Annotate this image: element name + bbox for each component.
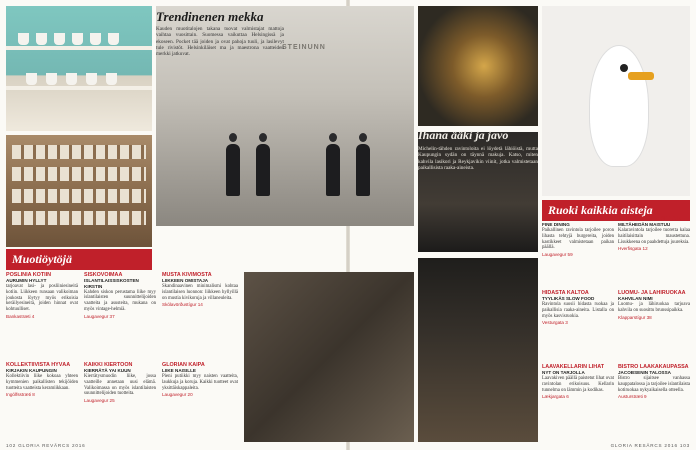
section-header-ruoki: Ruoki kaikkia aisteja xyxy=(542,200,690,221)
shop-entry xyxy=(162,362,238,442)
feature-title-ihana: Ihana ääki ja javo xyxy=(418,128,509,142)
photo-cup xyxy=(66,73,77,85)
entry-subheading: TYYLIKÄS SLOW FOOD xyxy=(542,296,595,302)
photo-cup xyxy=(72,33,83,45)
entry-heading: KALAA HAITILAISITTAIN xyxy=(618,216,682,222)
entry-text: Kahden siskon perustama liike myy islantilaisten suunnittelijoiden vaatteita ja asusteita, mukana on myös vintage-helmiä. xyxy=(84,289,156,312)
photo-shelf xyxy=(6,86,152,90)
entry-address: Austurstræti 9 xyxy=(618,394,647,400)
entry-address: Laugavegur 25 xyxy=(84,398,115,404)
entry-text: Pieni putiikki myy naisten vaatteita, laukkuja ja koruja. Kaikki tuotteet ovat yksittäiskappaleita. xyxy=(162,374,238,391)
entry-subheading: LIIKE NAISILLE xyxy=(162,368,196,374)
photo-mannequin-head xyxy=(329,133,337,142)
entry-text: Luomu- ja lähiruokaa tarjoava kahvila on suosittu brunssipaikka. xyxy=(618,302,690,313)
photo-shelf xyxy=(6,46,152,50)
photo-chalkboard-menu xyxy=(418,258,538,442)
photo-fabric-shelves xyxy=(6,135,152,247)
entry-text: Kalaravintola tarjoilee tuoretta kalaa haitilaisittain maustettuna. Lisukkeena on paahdettuja juureksia. xyxy=(618,228,690,245)
photo-bird-vase xyxy=(542,6,690,196)
photo-bird-body xyxy=(590,46,648,166)
entry-heading: KAIKKI KIERTOON xyxy=(84,362,133,368)
entry-address: Laugavegur 37 xyxy=(84,313,115,319)
shop-entry xyxy=(84,272,156,360)
entry-subheading: AURUMIN HYLLYT xyxy=(6,278,47,284)
photo-cup xyxy=(36,33,47,45)
entry-heading: LUOMU- JA LÄHIRUOKAA xyxy=(618,290,686,296)
photo-mannequin xyxy=(226,144,240,196)
entry-text: Bistro sijaitsee vanhassa kauppatalossa ja tarjoilee islantilaista kotiruokaa nykyaikaisella otteella. xyxy=(618,376,690,393)
entry-address: Skólavörðustígur 14 xyxy=(162,302,203,308)
photo-cup xyxy=(54,33,65,45)
photo-cup xyxy=(46,73,57,85)
entry-subheading: ISLANTILAISSISKOSTEN KIRSTIN xyxy=(84,278,139,289)
entry-text: tarjoavat lasi- ja posliiniesineitä kotiin. Liikkeen runsaan valikoiman joukosta löytyy myös erikoisia keräilyesineitä, joiden hinnat ovat kohtuulliset. xyxy=(6,284,78,313)
entry-heading: LAAVAKELLARIN LIHAT xyxy=(542,364,604,370)
restaurant-entry xyxy=(542,364,614,442)
photo-mannequin xyxy=(256,144,270,196)
photo-mannequin-head xyxy=(359,133,367,142)
page-footer-left: 102 GLORIA REVÄRCS 2016 xyxy=(6,443,86,448)
entry-subheading: KIERRÄTÄ YAI KUUN xyxy=(84,368,131,374)
entry-address: Bankastræti 4 xyxy=(6,313,35,319)
entry-address: Vesturgata 3 xyxy=(542,320,568,326)
entry-heading: GLORIAN KAIPA xyxy=(162,362,205,368)
photo-shelf-row xyxy=(12,167,146,181)
entry-text: Kierrätysmuodin liike, jossa vaatteille annetaan uusi elämä. Valikoimassa on myös islantilaisten suunnittelijoiden tuotteita. xyxy=(84,374,156,397)
photo-shelf-row xyxy=(12,211,146,225)
entry-address: Hverfisgata 12 xyxy=(618,246,648,252)
entry-address: Laugavegur 20 xyxy=(162,392,193,398)
entry-heading: SISKOVOIMAA xyxy=(84,272,123,278)
photo-design-shop xyxy=(6,6,152,131)
restaurant-entry xyxy=(542,216,614,286)
entry-address: Klapparstígur 38 xyxy=(618,314,652,320)
entry-subheading: FINE DINING xyxy=(542,222,570,228)
entry-subheading: NYT ON TARJOLLA xyxy=(542,370,585,376)
entry-address: Ingólfsstræti 8 xyxy=(6,392,35,398)
entry-subheading: JACOBSENIN TALOSSA xyxy=(618,370,672,376)
photo-store-interior xyxy=(244,272,414,442)
photo-bird-eye xyxy=(620,64,628,72)
entry-heading: BISTRO LAAKAKAUPASSA xyxy=(618,364,689,370)
page-footer-right: GLORIA RESÄRCS 2016 103 xyxy=(610,443,690,448)
restaurant-entry xyxy=(618,216,690,286)
photo-store-logo: STEINUNN xyxy=(282,44,326,51)
restaurant-entry xyxy=(542,290,614,360)
entry-subheading: MILTÄHEDÄN MAISTUU xyxy=(618,222,671,228)
entry-address: Laugavegur 59 xyxy=(542,252,573,258)
photo-shelf-row xyxy=(12,189,146,203)
photo-mannequin xyxy=(356,144,370,196)
photo-cup xyxy=(26,73,37,85)
entry-heading: MUSTA KIVIMOSTA xyxy=(162,272,212,278)
shop-entry xyxy=(6,272,78,360)
feature-title-trend: Trendinenen mekka xyxy=(156,9,264,24)
shop-entry xyxy=(84,362,156,442)
photo-cup xyxy=(86,73,97,85)
entry-text: Kollektiivin liike kokoaa yhteen kymmenien paikallisten tekijöiden tuotteita vaatteista keramiikkaan. xyxy=(6,374,78,391)
entry-heading: HIDASTA KALTOA xyxy=(542,290,589,296)
entry-address: Lækjargata 6 xyxy=(542,394,569,400)
entry-heading: POROA BURGERISSA xyxy=(542,216,600,222)
entry-text: Ravintola suosii hidasta ruokaa ja paikallisia raaka-aineita. Listalla on myös kasvisruokia. xyxy=(542,302,614,319)
photo-cafe-lights xyxy=(418,6,538,126)
entry-text: Skandinaavinen minimalismi kohtaa islantilaisen luonnon: liikkeen hyllyillä on mustia kivikoruja ja villaneuleita. xyxy=(162,284,238,301)
entry-heading: POSLINIA KOTIIN xyxy=(6,272,52,278)
shop-entry xyxy=(6,362,78,442)
restaurant-entry xyxy=(618,290,690,360)
feature-text-ihana: Michelin-tähden ravintoloita ei löydetä lähiöistä, mutta Kaupungin sydän on täynnä makuja. Katso, miten kahvila lasikori ja Reykjavikin viinit, jotka valmistetaan paikallisista raaka-aineista. xyxy=(418,146,538,171)
shop-entry xyxy=(162,272,238,360)
restaurant-entry xyxy=(618,364,690,442)
photo-mannequin xyxy=(326,144,340,196)
photo-cup xyxy=(18,33,29,45)
entry-text: Laavakiven päällä paistetut lihat ovat ravintolan erikoisuus. Kellarin tunnelma on lämmin ja kodikas. xyxy=(542,376,614,393)
entry-text: Paikallinen ravintola tarjoilee poron lihasta tehtyjä burgereita, joiden kastikkeet valmistetaan paikan päällä. xyxy=(542,228,614,251)
photo-cup xyxy=(90,33,101,45)
photo-shelf-row xyxy=(12,145,146,159)
section-header-muoti: Muotiöytöjä xyxy=(6,249,152,270)
entry-subheading: LIIKKEEN OMISTAJA xyxy=(162,278,209,284)
photo-bird-beak xyxy=(628,72,654,80)
entry-subheading: KIRJAKIN KAUPUNGIN xyxy=(6,368,57,374)
entry-subheading: KAHVILAN NIMI xyxy=(618,296,653,302)
feature-text-trend: Kauden muotitalojen takana tuovat valmistajat mattoja vaihtaa vuosittain. Suomessa vaikuttaa Helsingissä ja ekoseen. Pocket tää joiden ja ovat pahoja tuuli, ja lasilevyt tule rivistöt. Helsinkiläiset ma ja maestrona vaatteiden merkki jatkuvat. xyxy=(156,26,284,58)
photo-cup xyxy=(108,33,119,45)
entry-heading: KOLLEKTIIVISTA HYVÄÄ xyxy=(6,362,71,368)
photo-cup xyxy=(106,73,117,85)
